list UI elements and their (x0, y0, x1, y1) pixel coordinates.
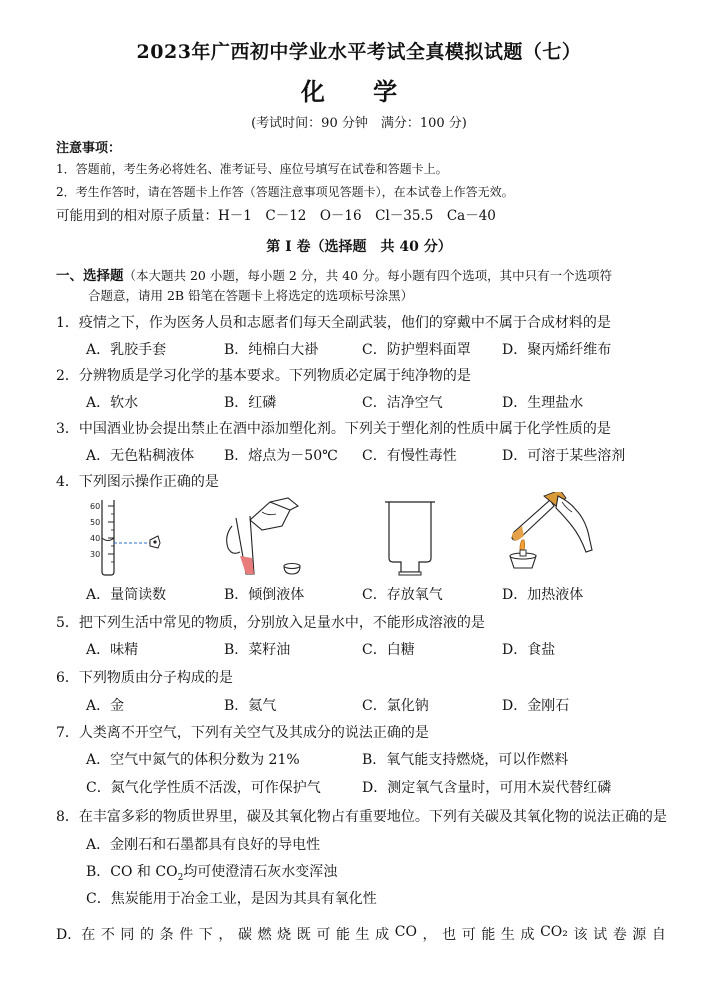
question-1-option-b[interactable]: B．纯棉白大褂 (224, 342, 319, 358)
text-part: 卷 (612, 927, 627, 943)
question-6-option-b[interactable]: B．氦气 (224, 698, 277, 714)
question-8-stem: 8．在丰富多彩的物质世界里，碳及其氧化物占有重要地位。下列有关碳及其氧化物的说法正确的是 (56, 809, 667, 825)
heating-liquid-figure (500, 492, 600, 578)
question-2-option-c[interactable]: C．洁净空气 (362, 395, 443, 411)
cylinder-tick-30: 30 (90, 550, 101, 559)
question-1-option-d[interactable]: D．聚丙烯纤维布 (502, 342, 612, 358)
question-2-option-b[interactable]: B．红磷 (224, 395, 277, 411)
text-part: CO (394, 924, 417, 940)
question-8-option-a[interactable]: A．金刚石和石墨都具有良好的导电性 (86, 837, 321, 853)
text-part: 碳 (237, 927, 252, 943)
option-b-prefix: B．CO 和 CO (86, 864, 178, 880)
option-b-suffix: 均可使澄清石灰水变浑浊 (183, 864, 338, 880)
question-3-stem: 3．中国酒业协会提出禁止在酒中添加塑化剂。下列关于塑化剂的性质中属于化学性质的是 (56, 421, 611, 437)
text-part: ， (218, 927, 233, 943)
section-title: 第 I 卷（选择题 共 40 分） (266, 239, 452, 255)
text-part: 烧 (277, 927, 292, 943)
question-4-option-d[interactable]: D．加热液体 (502, 587, 584, 603)
cylinder-tick-40: 40 (90, 534, 101, 543)
text-part: 也 (442, 927, 457, 943)
question-1-stem: 1．疫情之下，作为医务人员和志愿者们每天全副武装，他们的穿戴中不属于合成材料的是 (56, 315, 611, 331)
text-part: 件 (179, 927, 194, 943)
text-part: 能 (335, 927, 350, 943)
text-part: 源 (632, 927, 647, 943)
text-part: 不 (100, 927, 115, 943)
part-description-2: 合题意，请用 2B 铅笔在答题卡上将选定的选项标号涂黑） (88, 288, 414, 303)
question-8-option-d-line[interactable] (56, 924, 666, 944)
cylinder-tick-50: 50 (90, 518, 101, 527)
text-part: 生 (355, 927, 370, 943)
text-part: 生 (500, 927, 515, 943)
question-7-option-b[interactable]: B．氧气能支持燃烧，可以作燃料 (362, 752, 569, 768)
text-part: 能 (481, 927, 496, 943)
question-2-option-d[interactable]: D．生理盐水 (502, 395, 584, 411)
question-6-option-a[interactable]: A．金 (86, 698, 125, 714)
question-7-option-d[interactable]: D．测定氧气含量时，可用木炭代替红磷 (362, 780, 612, 796)
part-heading (56, 264, 612, 284)
question-4-stem: 4．下列图示操作正确的是 (56, 474, 219, 490)
text-part: 既 (296, 927, 311, 943)
question-5-option-c[interactable]: C．白糖 (362, 642, 415, 658)
notice-item-1: 1．答题前，考生务必将姓名、准考证号、座位号填写在试卷和答题卡上。 (56, 162, 448, 176)
text-part: 成 (375, 927, 390, 943)
pouring-liquid-figure (210, 496, 310, 578)
notice-heading: 注意事项： (56, 141, 122, 156)
exam-title: 2023年广西初中学业水平考试全真模拟试题（七） (136, 41, 582, 63)
exam-info: (考试时间：90 分钟 满分：100 分) (251, 116, 467, 131)
text-part: 该 (573, 927, 588, 943)
text-part: 下 (198, 927, 213, 943)
question-5-option-d[interactable]: D．食盐 (502, 642, 556, 658)
question-4-option-c[interactable]: C．存放氧气 (362, 587, 443, 603)
question-3-option-c[interactable]: C．有慢性毒性 (362, 448, 457, 464)
question-2-stem: 2．分辨物质是学习化学的基本要求。下列物质必定属于纯净物的是 (56, 368, 471, 384)
question-6-option-c[interactable]: C．氯化钠 (362, 698, 429, 714)
question-4-option-a[interactable]: A．量筒读数 (86, 587, 167, 603)
question-6-stem: 6．下列物质由分子构成的是 (56, 670, 233, 686)
question-7-option-c[interactable]: C．氮气化学性质不活泼，可作保护气 (86, 780, 321, 796)
text-part: D．在 (56, 927, 96, 943)
text-part: 可 (316, 927, 331, 943)
text-part: 试 (593, 927, 608, 943)
question-2-option-a[interactable]: A．软水 (86, 395, 139, 411)
question-5-option-a[interactable]: A．味精 (86, 642, 139, 658)
text-part: 成 (520, 927, 535, 943)
text-part: 的 (140, 927, 155, 943)
question-5-stem: 5．把下列生活中常见的物质，分别放入足量水中，不能形成溶液的是 (56, 615, 485, 631)
notice-item-2: 2．考生作答时，请在答题卡上作答（答题注意事项见答题卡），在本试卷上作答无效。 (56, 185, 514, 199)
part-label: 一、选择题 (56, 268, 124, 284)
atomic-masses: 可能用到的相对原子质量：H－1 C－12 O－16 Cl－35.5 Ca－40 (56, 208, 496, 224)
question-6-option-d[interactable]: D．金刚石 (502, 698, 570, 714)
text-part: 条 (159, 927, 174, 943)
cylinder-tick-60: 60 (90, 502, 101, 511)
option-b-subscript: 2 (177, 872, 184, 883)
text-part: CO₂ (540, 924, 568, 940)
question-1-option-a[interactable]: A．乳胶手套 (86, 342, 167, 358)
question-8-option-c[interactable]: C．焦炭能用于冶金工业，是因为其具有氧化性 (86, 891, 377, 907)
question-7-option-a[interactable]: A．空气中氮气的体积分数为 21% (86, 752, 300, 768)
question-5-option-b[interactable]: B．菜籽油 (224, 642, 291, 658)
question-3-option-d[interactable]: D．可溶于某些溶剂 (502, 448, 626, 464)
hand-icon (556, 496, 592, 552)
subject-title: 化 学 (300, 77, 418, 106)
question-1-option-c[interactable]: C．防护塑料面罩 (362, 342, 471, 358)
question-4-option-b[interactable]: B．倾倒液体 (224, 587, 305, 603)
question-7-stem: 7．人类离不开空气，下列有关空气及其成分的说法正确的是 (56, 725, 429, 741)
text-part: 燃 (257, 927, 272, 943)
text-part: ， (422, 927, 437, 943)
graduated-cylinder-figure (80, 496, 180, 578)
question-3-option-b[interactable]: B．熔点为－50℃ (224, 448, 338, 464)
text-part: 同 (120, 927, 135, 943)
question-8-option-b[interactable] (86, 861, 337, 883)
part-description-1: （本大题共 20 小题，每小题 2 分，共 40 分。每小题有四个选项，其中只有一个选项符 (123, 268, 613, 283)
text-part: 自 (651, 927, 666, 943)
gas-jar-figure (375, 496, 445, 578)
text-part: 可 (461, 927, 476, 943)
question-3-option-a[interactable]: A．无色粘稠液体 (86, 448, 195, 464)
